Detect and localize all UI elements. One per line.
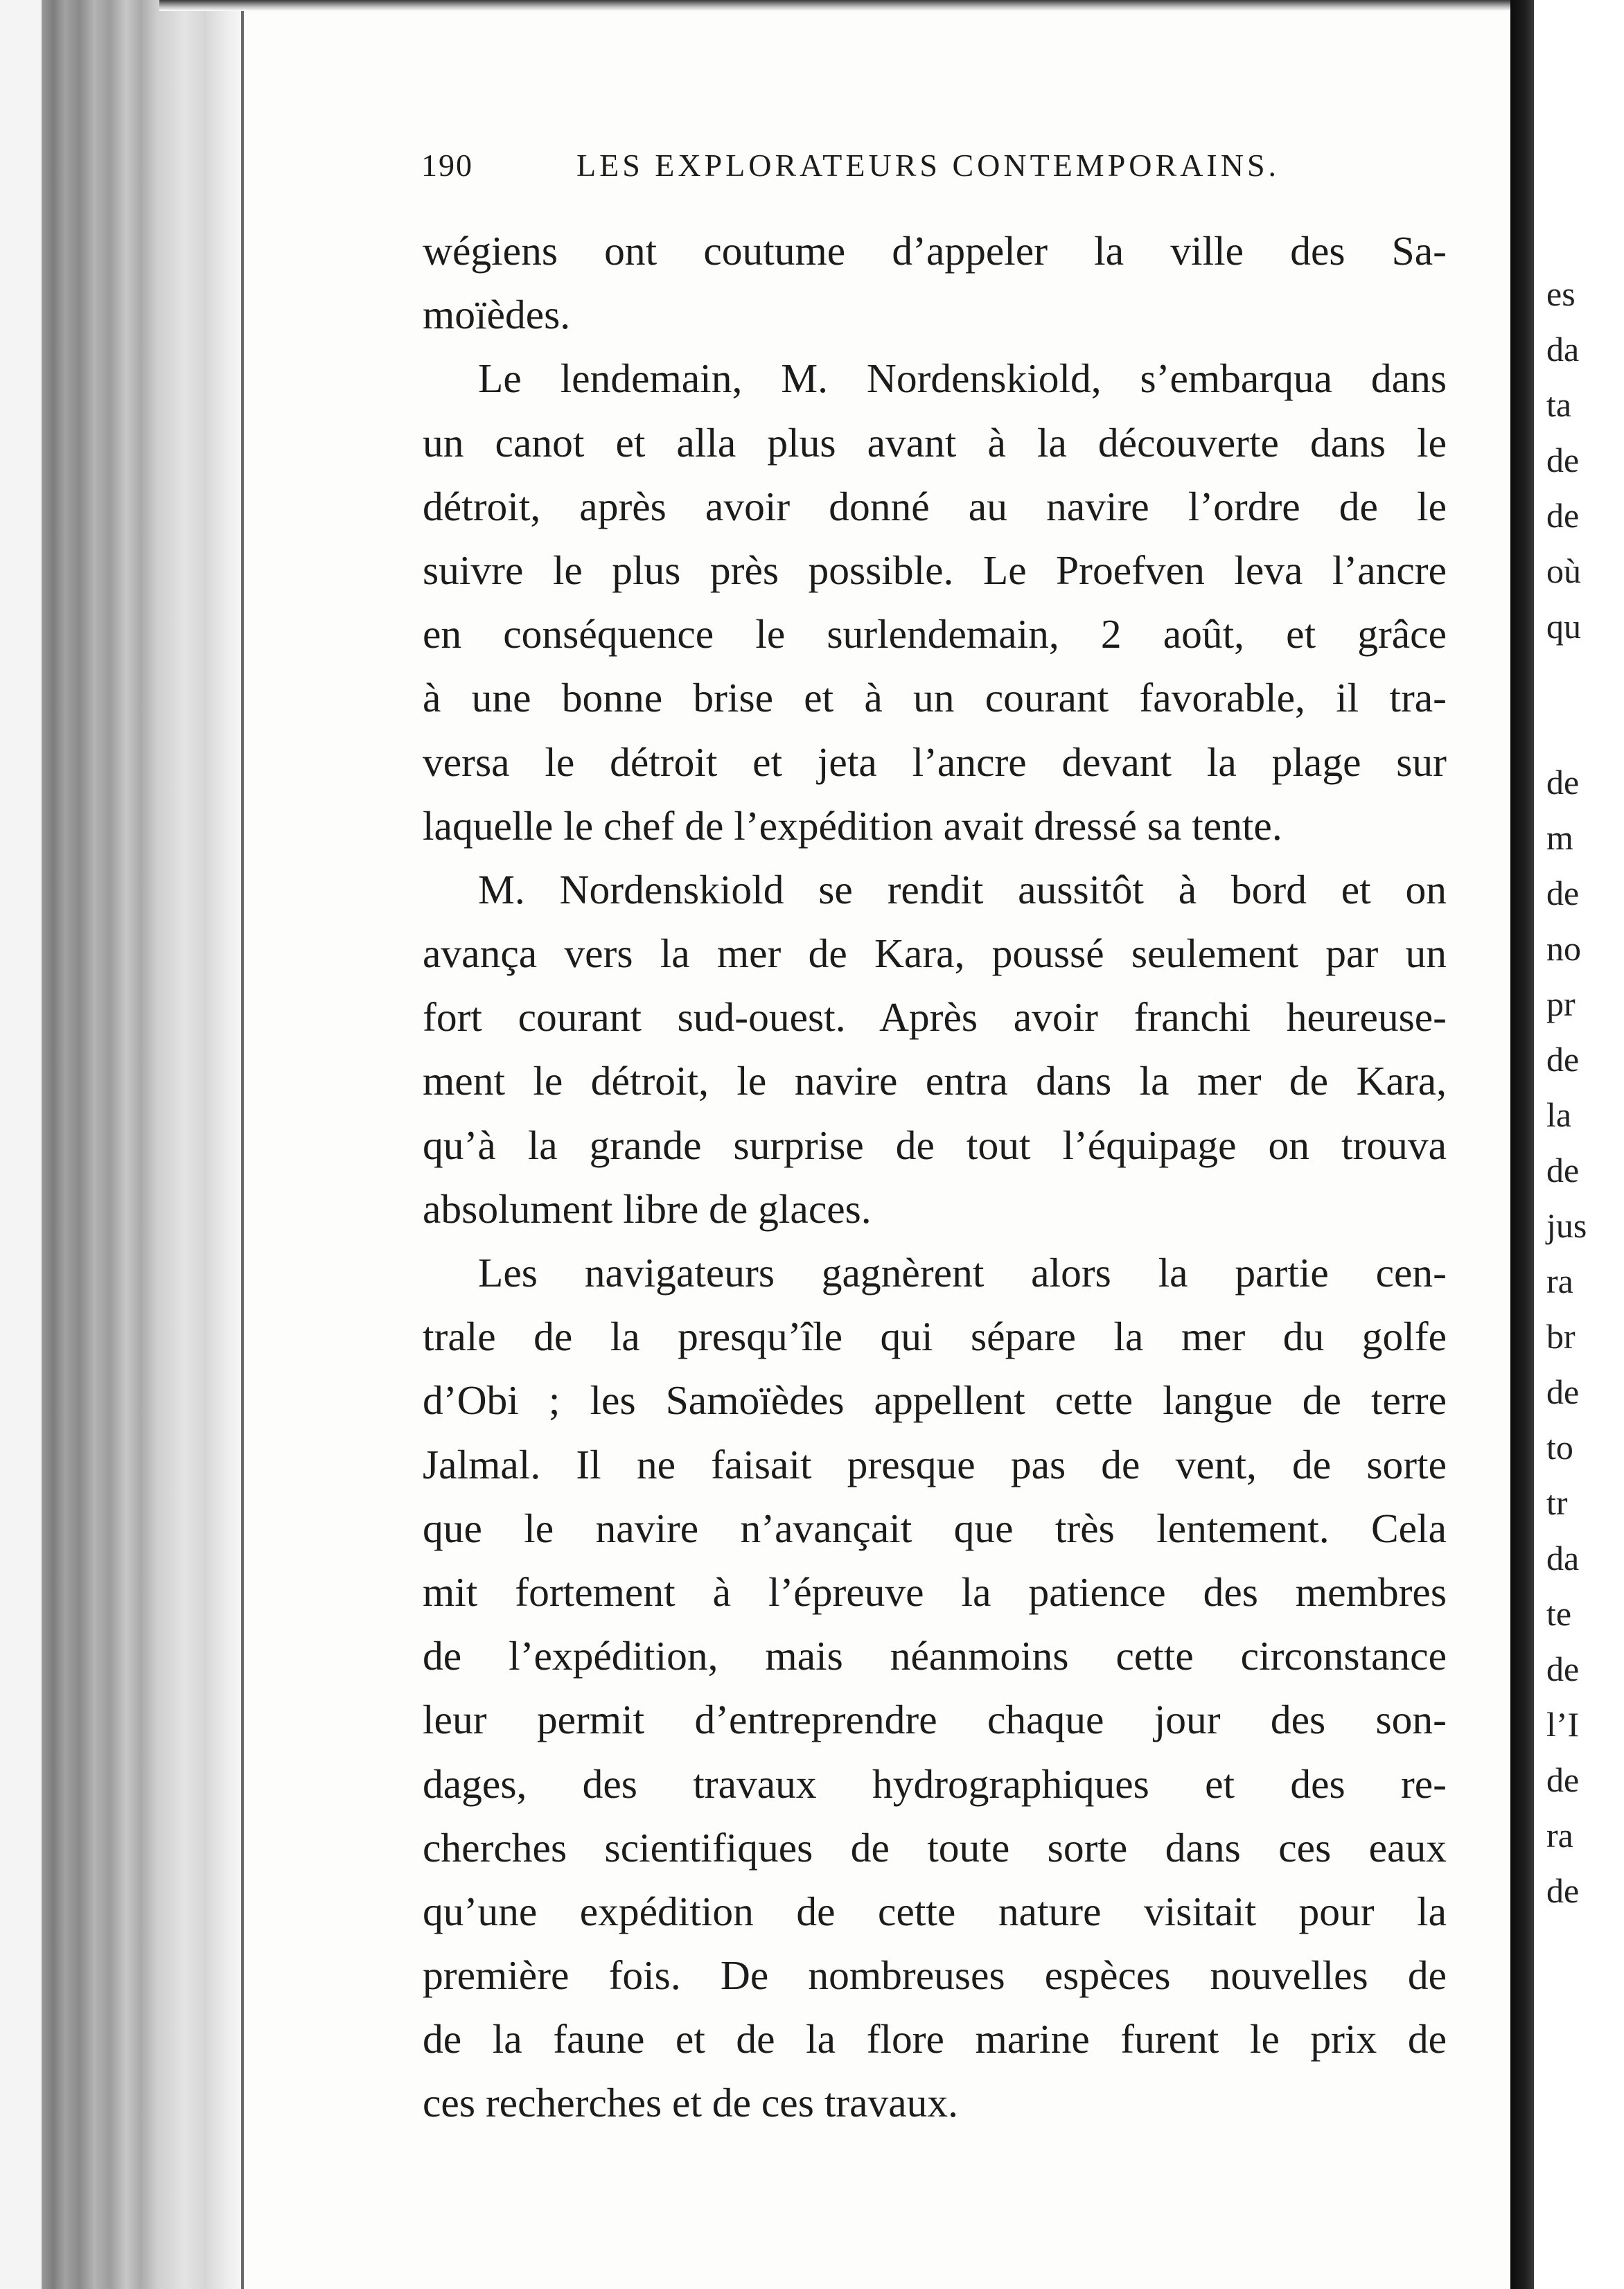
text-line: de la faune et de la flore marine furent le prix de — [423, 2016, 1447, 2062]
facing-page-fragment: de — [1546, 1372, 1580, 1411]
facing-page-fragment: ra — [1546, 1816, 1573, 1855]
facing-page-fragment: te — [1546, 1594, 1572, 1633]
facing-page-fragment: m — [1546, 818, 1573, 857]
text-line: Jalmal. Il ne faisait presque pas de vent, de sorte — [423, 1441, 1447, 1487]
top-edge-shadow — [159, 0, 1510, 11]
text-line: mit fortement à l’épreuve la patience des membres — [423, 1568, 1447, 1615]
facing-page-fragment: de — [1546, 496, 1580, 535]
text-line: wégiens ont coutume d’appeler la ville des Sa- — [423, 228, 1447, 274]
facing-page-fragment: da — [1546, 1539, 1580, 1577]
facing-page-fragment: de — [1546, 1040, 1580, 1079]
book-spine-shadow — [0, 0, 42, 2289]
facing-page-fragment: de — [1546, 874, 1580, 912]
facing-page-fragment: où — [1546, 551, 1581, 590]
text-line: avança vers la mer de Kara, poussé seulement par un — [423, 930, 1447, 977]
text-line: Le lendemain, M. Nordenskiold, s’embarqua dans — [478, 355, 1447, 402]
facing-page-fragment: de — [1546, 1871, 1580, 1910]
text-line: d’Obi ; les Samoïèdes appellent cette langue de terre — [423, 1377, 1447, 1424]
book-page — [244, 11, 1510, 2289]
text-line: Les navigateurs gagnèrent alors la partie cen- — [478, 1250, 1447, 1296]
facing-page-fragment: ta — [1546, 385, 1572, 424]
text-line: moïèdes. — [423, 292, 571, 338]
text-line: cherches scientifiques de toute sorte dans ces eaux — [423, 1824, 1447, 1871]
text-line: fort courant sud-ouest. Après avoir franchi heureuse- — [423, 994, 1447, 1041]
facing-page-fragment: l’I — [1546, 1705, 1580, 1744]
book-gutter — [1510, 0, 1534, 2289]
facing-page-fragment: ra — [1546, 1262, 1573, 1300]
text-line: absolument libre de glaces. — [423, 1185, 872, 1232]
page-edges-dark — [42, 0, 159, 2289]
text-line: suivre le plus près possible. Le Proefven leva l’ancre — [423, 547, 1447, 593]
facing-page-fragment: de — [1546, 763, 1580, 802]
text-line: laquelle le chef de l’expédition avait dressé sa tente. — [423, 802, 1282, 849]
text-line: première fois. De nombreuses espèces nouvelles de — [423, 1952, 1447, 1999]
facing-page-fragment: to — [1546, 1428, 1573, 1467]
facing-page — [1534, 0, 1624, 2289]
text-line: qu’à la grande surprise de tout l’équipage on trouva — [423, 1122, 1447, 1168]
text-line: un canot et alla plus avant à la découverte dans le — [423, 419, 1447, 466]
text-line: trale de la presqu’île qui sépare la mer du golfe — [423, 1314, 1447, 1360]
body-text — [423, 219, 1447, 2135]
facing-page-fragment: de — [1546, 1151, 1580, 1190]
text-line: qu’une expédition de cette nature visitait pour la — [423, 1888, 1447, 1934]
page-edges-light — [159, 0, 242, 2289]
text-line: de l’expédition, mais néanmoins cette circonstance — [423, 1633, 1447, 1679]
running-title: LES EXPLORATEURS CONTEMPORAINS. — [576, 148, 1280, 183]
facing-page-fragment: jus — [1546, 1206, 1587, 1245]
text-line: leur permit d’entreprendre chaque jour des son- — [423, 1697, 1447, 1743]
facing-page-fragment: qu — [1546, 607, 1581, 646]
facing-page-fragment: da — [1546, 330, 1580, 369]
text-line: détroit, après avoir donné au navire l’ordre de le — [423, 483, 1447, 529]
facing-page-fragment: de — [1546, 1650, 1580, 1688]
facing-page-fragment: pr — [1546, 984, 1576, 1023]
facing-page-fragment: br — [1546, 1317, 1576, 1356]
facing-page-fragment: la — [1546, 1095, 1572, 1134]
text-line: M. Nordenskiold se rendit aussitôt à bord et on — [478, 866, 1447, 912]
text-line: versa le détroit et jeta l’ancre devant la plage sur — [423, 739, 1447, 785]
facing-page-fragment: de — [1546, 441, 1580, 479]
text-line: en conséquence le surlendemain, 2 août, et grâce — [423, 611, 1447, 657]
page-header — [421, 147, 1530, 188]
page-number: 190 — [421, 148, 473, 183]
text-line: que le navire n’avançait que très lentement. Cela — [423, 1505, 1447, 1551]
text-line: ment le détroit, le navire entra dans la mer de Kara, — [423, 1058, 1447, 1104]
facing-page-fragment: tr — [1546, 1483, 1568, 1522]
facing-page-fragment: no — [1546, 929, 1581, 968]
text-line: à une bonne brise et à un courant favorable, il tra- — [423, 675, 1447, 721]
text-line: dages, des travaux hydrographiques et des re- — [423, 1760, 1447, 1807]
text-line: ces recherches et de ces travaux. — [423, 2080, 959, 2126]
facing-page-fragment: de — [1546, 1760, 1580, 1799]
facing-page-fragment: es — [1546, 274, 1576, 313]
